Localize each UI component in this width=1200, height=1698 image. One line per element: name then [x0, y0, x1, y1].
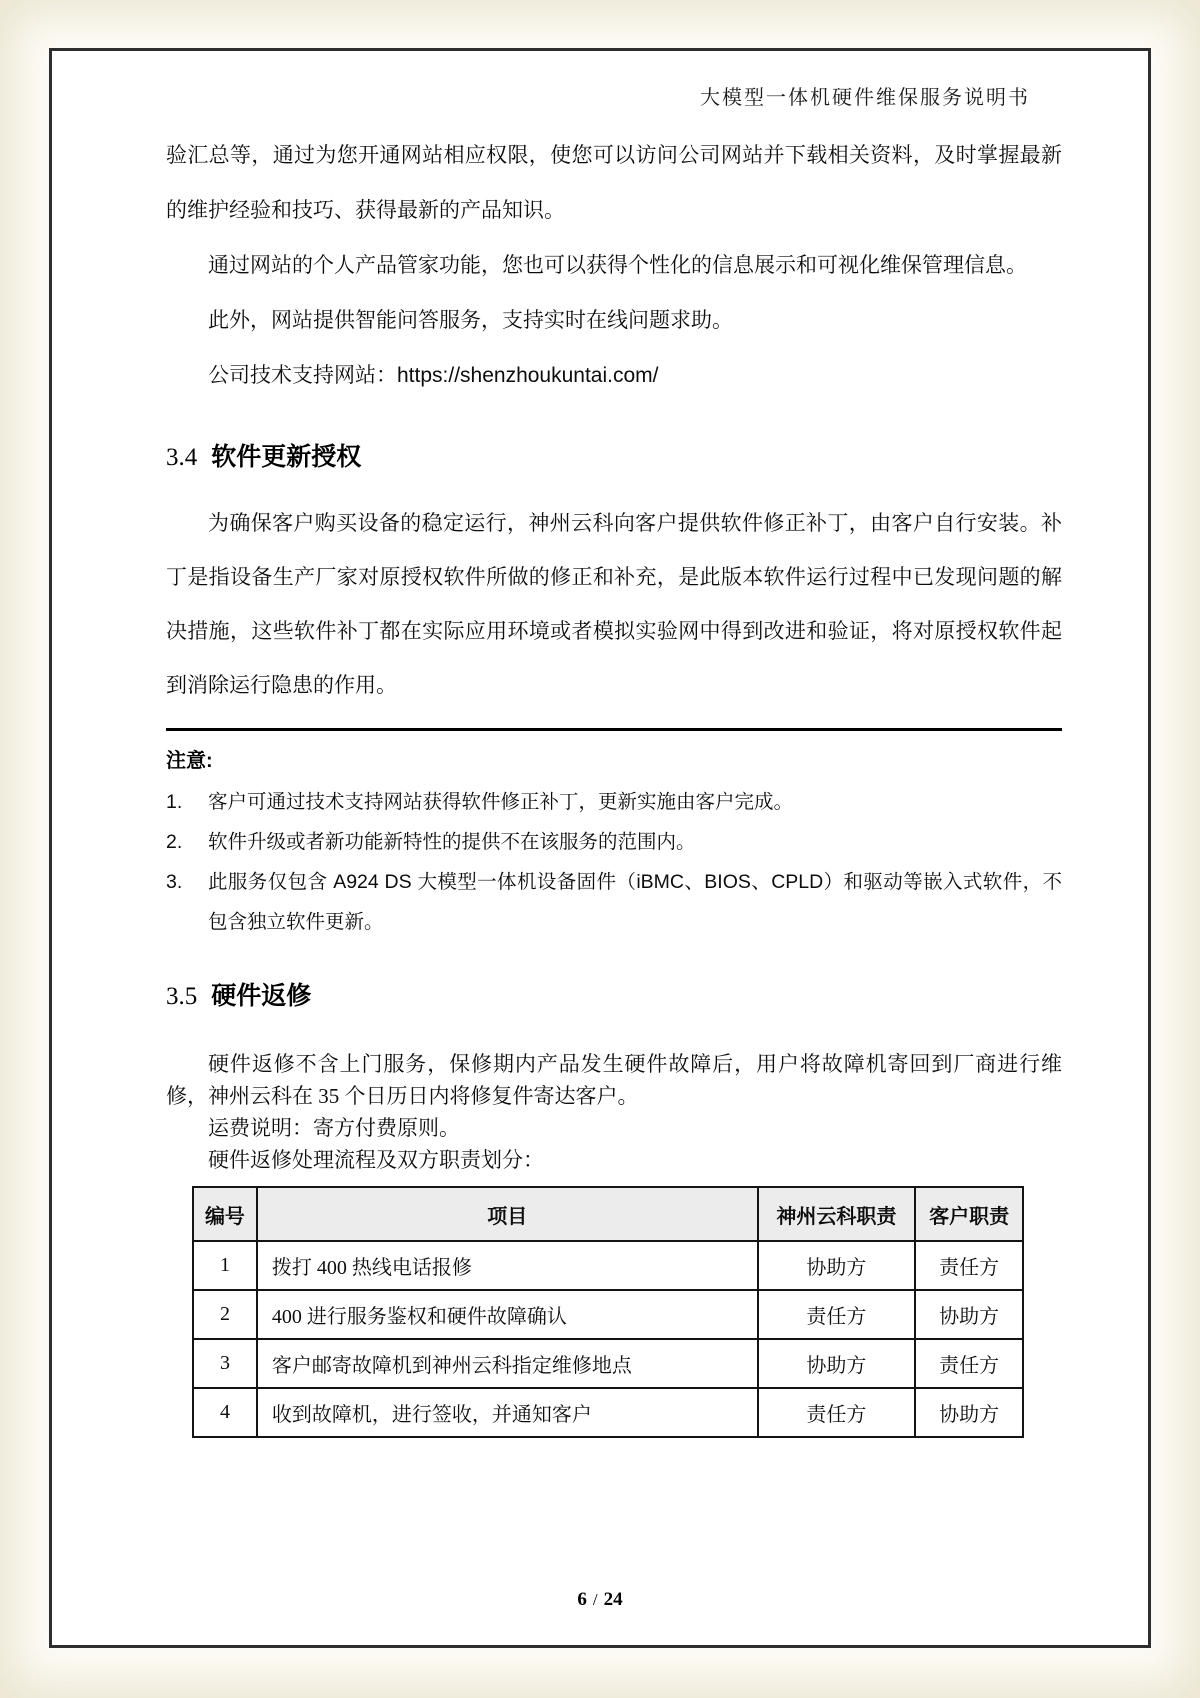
paragraph-continuation: 验汇总等，通过为您开通网站相应权限，使您可以访问公司网站并下载相关资料，及时掌握最新的维护经验和技巧、获得最新的产品知识。 — [166, 144, 1062, 222]
table-row — [193, 1290, 1023, 1339]
paragraph-product-manager: 通过网站的个人产品管家功能，您也可以获得个性化的信息展示和可视化维保管理信息。 — [208, 254, 1027, 277]
table-header-customer-duty: 客户职责 — [915, 1187, 1023, 1241]
paragraph-shipping-note: 运费说明：寄方付费原则。 — [208, 1116, 460, 1140]
support-site-label: 公司技术支持网站： — [208, 364, 397, 387]
note-item-number: 1. — [166, 791, 183, 813]
note-item-number: 3. — [166, 871, 183, 893]
section-heading-3-5 — [166, 976, 1062, 1012]
cell-item: 拨打 400 热线电话报修 — [257, 1241, 758, 1290]
note-item-2 — [166, 822, 1062, 862]
paragraph-table-intro: 硬件返修处理流程及双方职责划分： — [208, 1148, 544, 1172]
cell-item: 收到故障机，进行签收，并通知客户 — [257, 1388, 758, 1437]
paragraph-qa-service: 此外，网站提供智能问答服务，支持实时在线问题求助。 — [208, 309, 733, 332]
document-header-title: 大模型一体机硬件维保服务说明书 — [700, 87, 1030, 109]
cell-customer-duty: 协助方 — [915, 1388, 1023, 1437]
note-divider-rule — [166, 728, 1062, 731]
cell-no: 4 — [193, 1388, 257, 1437]
section-title: 硬件返修 — [211, 982, 312, 1010]
cell-vendor-duty: 协助方 — [758, 1339, 916, 1388]
table-row — [193, 1241, 1023, 1290]
table-header-row — [193, 1187, 1023, 1241]
cell-customer-duty: 协助方 — [915, 1290, 1023, 1339]
section-3-5-body — [166, 1048, 1062, 1176]
section-title: 软件更新授权 — [211, 443, 362, 471]
cell-no: 2 — [193, 1290, 257, 1339]
page-border-frame — [49, 48, 1151, 1648]
paragraph-support-site — [166, 348, 1062, 403]
page-number-separator: / — [592, 1590, 598, 1609]
repair-responsibility-table — [192, 1186, 1024, 1438]
section-number: 3.4 — [166, 444, 198, 471]
cell-no: 3 — [193, 1339, 257, 1388]
note-item-text: 此服务仅包含 A924 DS 大模型一体机设备固件（iBMC、BIOS、CPLD）和驱动等嵌入式软件，不包含独立软件更新。 — [208, 871, 1062, 933]
note-label: 注意: — [166, 750, 213, 772]
cell-no: 1 — [193, 1241, 257, 1290]
cell-customer-duty: 责任方 — [915, 1241, 1023, 1290]
cell-vendor-duty: 责任方 — [758, 1290, 916, 1339]
note-list — [166, 782, 1062, 942]
current-page-number: 6 — [577, 1589, 587, 1610]
note-item-3 — [166, 862, 1062, 942]
note-item-text: 软件升级或者新功能新特性的提供不在该服务的范围内。 — [208, 831, 696, 853]
table-row — [193, 1388, 1023, 1437]
cell-vendor-duty: 协助方 — [758, 1241, 916, 1290]
section-heading-3-4 — [166, 437, 1062, 473]
page-content — [166, 51, 1062, 1438]
table-header-item: 项目 — [257, 1187, 758, 1241]
intro-section — [166, 128, 1062, 403]
note-item-number: 2. — [166, 831, 183, 853]
cell-customer-duty: 责任方 — [915, 1339, 1023, 1388]
cell-item: 客户邮寄故障机到神州云科指定维修地点 — [257, 1339, 758, 1388]
table-header-no: 编号 — [193, 1187, 257, 1241]
section-3-4-body: 为确保客户购买设备的稳定运行，神州云科向客户提供软件修正补丁，由客户自行安装。补丁是指设备生产厂家对原授权软件所做的修正和补充，是此版本软件运行过程中已发现问题的解决措施，这些软件补丁都在实际应用环境或者模拟实验网中得到改进和验证，将对原授权软件起到消除运行隐患的作用。 — [166, 512, 1062, 697]
note-item-text: 客户可通过技术支持网站获得软件修正补丁，更新实施由客户完成。 — [208, 791, 794, 813]
support-website-link[interactable]: https://shenzhoukuntai.com/ — [397, 364, 659, 387]
table-row — [193, 1339, 1023, 1388]
cell-vendor-duty: 责任方 — [758, 1388, 916, 1437]
table-header-vendor-duty: 神州云科职责 — [758, 1187, 916, 1241]
cell-item: 400 进行服务鉴权和硬件故障确认 — [257, 1290, 758, 1339]
section-number: 3.5 — [166, 983, 198, 1010]
page-number — [52, 1589, 1148, 1611]
paragraph-hardware-return: 硬件返修不含上门服务，保修期内产品发生硬件故障后，用户将故障机寄回到厂商进行维修，神州云科在 35 个日历日内将修复件寄达客户。 — [166, 1052, 1062, 1108]
note-item-1 — [166, 782, 1062, 822]
total-page-number: 24 — [603, 1589, 623, 1610]
